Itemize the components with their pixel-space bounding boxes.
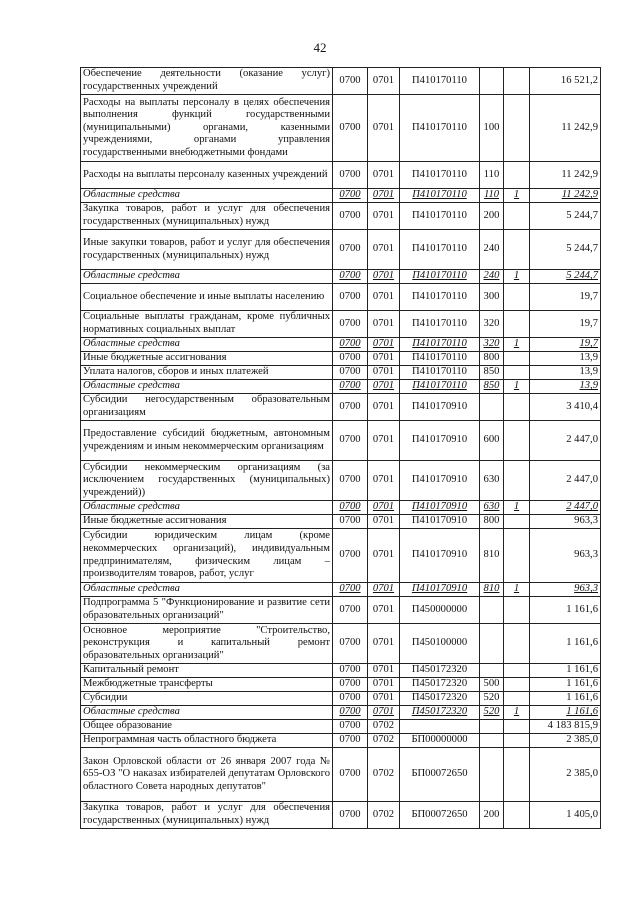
section-code-cell: 0700 bbox=[333, 734, 368, 748]
target-article-cell: П450000000 bbox=[400, 597, 480, 624]
target-article-cell: П410170110 bbox=[400, 338, 480, 352]
subsection-code-cell: 0701 bbox=[368, 162, 400, 189]
section-code-cell: 0700 bbox=[333, 597, 368, 624]
section-code-cell: 0700 bbox=[333, 230, 368, 270]
subsection-code-cell: 0702 bbox=[368, 734, 400, 748]
expense-type-cell: 520 bbox=[480, 692, 504, 706]
funding-source-cell bbox=[504, 802, 530, 829]
expense-name-cell: Субсидии bbox=[81, 692, 333, 706]
table-row bbox=[81, 284, 601, 311]
target-article-cell: П410170110 bbox=[400, 95, 480, 162]
amount-cell: 2 385,0 bbox=[530, 748, 601, 802]
amount-cell: 2 385,0 bbox=[530, 734, 601, 748]
expense-name-cell: Капитальный ремонт bbox=[81, 664, 333, 678]
subsection-code-cell: 0701 bbox=[368, 501, 400, 515]
expense-name-cell: Иные бюджетные ассигнования bbox=[81, 352, 333, 366]
funding-source-cell bbox=[504, 230, 530, 270]
funding-source-cell bbox=[504, 678, 530, 692]
expense-name-cell: Субсидии некоммерческим организациям (за исключением государственных (муниципальных) учреждений)) bbox=[81, 461, 333, 501]
expense-name-cell: Областные средства bbox=[81, 380, 333, 394]
amount-cell: 1 161,6 bbox=[530, 597, 601, 624]
expense-type-cell bbox=[480, 624, 504, 664]
subsection-code-cell: 0701 bbox=[368, 421, 400, 461]
expense-type-cell: 630 bbox=[480, 461, 504, 501]
expense-name-cell: Обеспечение деятельности (оказание услуг) государственных учреждений bbox=[81, 68, 333, 95]
expense-name-cell: Областные средства bbox=[81, 583, 333, 597]
section-code-cell: 0700 bbox=[333, 203, 368, 230]
target-article-cell: П410170910 bbox=[400, 515, 480, 529]
target-article-cell: БП00072650 bbox=[400, 802, 480, 829]
funding-source-cell: 1 bbox=[504, 189, 530, 203]
funding-source-cell: 1 bbox=[504, 501, 530, 515]
section-code-cell: 0700 bbox=[333, 583, 368, 597]
subsection-code-cell: 0701 bbox=[368, 706, 400, 720]
amount-cell: 1 161,6 bbox=[530, 624, 601, 664]
section-code-cell: 0700 bbox=[333, 421, 368, 461]
funding-source-cell bbox=[504, 624, 530, 664]
table-body bbox=[81, 68, 601, 829]
table-row bbox=[81, 162, 601, 189]
amount-cell: 963,3 bbox=[530, 529, 601, 583]
subsection-code-cell: 0701 bbox=[368, 284, 400, 311]
expense-name-cell: Предоставление субсидий бюджетным, автономным учреждениям и иным некоммерческим организациям bbox=[81, 421, 333, 461]
funding-source-cell bbox=[504, 515, 530, 529]
amount-cell: 1 405,0 bbox=[530, 802, 601, 829]
funding-source-cell bbox=[504, 366, 530, 380]
expense-name-cell: Межбюджетные трансферты bbox=[81, 678, 333, 692]
table-row bbox=[81, 802, 601, 829]
expense-type-cell bbox=[480, 68, 504, 95]
amount-cell: 5 244,7 bbox=[530, 203, 601, 230]
subsection-code-cell: 0701 bbox=[368, 515, 400, 529]
target-article-cell: П410170110 bbox=[400, 203, 480, 230]
amount-cell: 16 521,2 bbox=[530, 68, 601, 95]
target-article-cell: П410170110 bbox=[400, 68, 480, 95]
section-code-cell: 0700 bbox=[333, 461, 368, 501]
table-row bbox=[81, 748, 601, 802]
amount-cell: 4 183 815,9 bbox=[530, 720, 601, 734]
table-row bbox=[81, 366, 601, 380]
funding-source-cell bbox=[504, 203, 530, 230]
subsection-code-cell: 0701 bbox=[368, 189, 400, 203]
expense-type-cell: 600 bbox=[480, 421, 504, 461]
table-row bbox=[81, 734, 601, 748]
funding-source-cell: 1 bbox=[504, 380, 530, 394]
section-code-cell: 0700 bbox=[333, 624, 368, 664]
subsection-code-cell: 0701 bbox=[368, 380, 400, 394]
amount-cell: 2 447,0 bbox=[530, 461, 601, 501]
section-code-cell: 0700 bbox=[333, 802, 368, 829]
expense-type-cell: 110 bbox=[480, 189, 504, 203]
expense-type-cell: 810 bbox=[480, 583, 504, 597]
table-row bbox=[81, 421, 601, 461]
table-row bbox=[81, 68, 601, 95]
expense-name-cell: Закупка товаров, работ и услуг для обеспечения государственных (муниципальных) нужд bbox=[81, 203, 333, 230]
expense-type-cell: 200 bbox=[480, 203, 504, 230]
table-row bbox=[81, 270, 601, 284]
table-row bbox=[81, 230, 601, 270]
section-code-cell: 0700 bbox=[333, 515, 368, 529]
section-code-cell: 0700 bbox=[333, 692, 368, 706]
subsection-code-cell: 0702 bbox=[368, 802, 400, 829]
expense-name-cell: Закон Орловской области от 26 января 2007 года № 655-ОЗ "О наказах избирателей депутатам Орловского областного Совета народных депутатов" bbox=[81, 748, 333, 802]
expense-type-cell bbox=[480, 748, 504, 802]
funding-source-cell bbox=[504, 664, 530, 678]
amount-cell: 963,3 bbox=[530, 515, 601, 529]
amount-cell: 11 242,9 bbox=[530, 95, 601, 162]
funding-source-cell bbox=[504, 394, 530, 421]
expense-name-cell: Областные средства bbox=[81, 338, 333, 352]
section-code-cell: 0700 bbox=[333, 501, 368, 515]
section-code-cell: 0700 bbox=[333, 748, 368, 802]
expense-type-cell: 850 bbox=[480, 380, 504, 394]
target-article-cell: П450172320 bbox=[400, 692, 480, 706]
table-row bbox=[81, 515, 601, 529]
section-code-cell: 0700 bbox=[333, 366, 368, 380]
funding-source-cell bbox=[504, 720, 530, 734]
section-code-cell: 0700 bbox=[333, 162, 368, 189]
expense-type-cell bbox=[480, 664, 504, 678]
target-article-cell: П410170110 bbox=[400, 380, 480, 394]
amount-cell: 19,7 bbox=[530, 338, 601, 352]
subsection-code-cell: 0701 bbox=[368, 311, 400, 338]
expense-type-cell: 240 bbox=[480, 230, 504, 270]
expense-type-cell: 800 bbox=[480, 352, 504, 366]
subsection-code-cell: 0702 bbox=[368, 720, 400, 734]
target-article-cell: П410170910 bbox=[400, 461, 480, 501]
amount-cell: 11 242,9 bbox=[530, 189, 601, 203]
target-article-cell: П410170110 bbox=[400, 270, 480, 284]
subsection-code-cell: 0701 bbox=[368, 270, 400, 284]
expense-type-cell: 320 bbox=[480, 338, 504, 352]
section-code-cell: 0700 bbox=[333, 311, 368, 338]
section-code-cell: 0700 bbox=[333, 394, 368, 421]
target-article-cell: П410170110 bbox=[400, 366, 480, 380]
expense-name-cell: Социальное обеспечение и иные выплаты населению bbox=[81, 284, 333, 311]
section-code-cell: 0700 bbox=[333, 68, 368, 95]
section-code-cell: 0700 bbox=[333, 664, 368, 678]
table-row bbox=[81, 461, 601, 501]
funding-source-cell: 1 bbox=[504, 338, 530, 352]
amount-cell: 1 161,6 bbox=[530, 664, 601, 678]
amount-cell: 19,7 bbox=[530, 284, 601, 311]
amount-cell: 3 410,4 bbox=[530, 394, 601, 421]
amount-cell: 19,7 bbox=[530, 311, 601, 338]
table-row bbox=[81, 678, 601, 692]
table-row bbox=[81, 501, 601, 515]
amount-cell: 963,3 bbox=[530, 583, 601, 597]
expense-type-cell: 850 bbox=[480, 366, 504, 380]
subsection-code-cell: 0701 bbox=[368, 529, 400, 583]
table-row bbox=[81, 311, 601, 338]
funding-source-cell: 1 bbox=[504, 583, 530, 597]
expense-type-cell: 320 bbox=[480, 311, 504, 338]
expense-name-cell: Социальные выплаты гражданам, кроме публичных нормативных социальных выплат bbox=[81, 311, 333, 338]
funding-source-cell bbox=[504, 311, 530, 338]
budget-table bbox=[80, 67, 601, 829]
target-article-cell: П410170110 bbox=[400, 352, 480, 366]
expense-type-cell: 520 bbox=[480, 706, 504, 720]
amount-cell: 5 244,7 bbox=[530, 270, 601, 284]
section-code-cell: 0700 bbox=[333, 352, 368, 366]
target-article-cell: БП00000000 bbox=[400, 734, 480, 748]
table-row bbox=[81, 597, 601, 624]
table-row bbox=[81, 95, 601, 162]
subsection-code-cell: 0701 bbox=[368, 366, 400, 380]
section-code-cell: 0700 bbox=[333, 270, 368, 284]
subsection-code-cell: 0702 bbox=[368, 748, 400, 802]
expense-name-cell: Расходы на выплаты персоналу казенных учреждений bbox=[81, 162, 333, 189]
table-row bbox=[81, 706, 601, 720]
target-article-cell: П410170910 bbox=[400, 394, 480, 421]
subsection-code-cell: 0701 bbox=[368, 664, 400, 678]
funding-source-cell bbox=[504, 529, 530, 583]
expense-name-cell: Уплата налогов, сборов и иных платежей bbox=[81, 366, 333, 380]
table-row bbox=[81, 380, 601, 394]
section-code-cell: 0700 bbox=[333, 284, 368, 311]
subsection-code-cell: 0701 bbox=[368, 678, 400, 692]
expense-type-cell bbox=[480, 394, 504, 421]
expense-type-cell: 240 bbox=[480, 270, 504, 284]
funding-source-cell bbox=[504, 734, 530, 748]
expense-type-cell bbox=[480, 720, 504, 734]
funding-source-cell bbox=[504, 748, 530, 802]
expense-type-cell: 110 bbox=[480, 162, 504, 189]
expense-name-cell: Иные бюджетные ассигнования bbox=[81, 515, 333, 529]
table-row bbox=[81, 352, 601, 366]
expense-type-cell: 300 bbox=[480, 284, 504, 311]
expense-name-cell: Субсидии юридическим лицам (кроме некоммерческих организаций), индивидуальным предпринимателям, физическим лицам – производителям товаров, работ, услуг bbox=[81, 529, 333, 583]
expense-type-cell bbox=[480, 734, 504, 748]
expense-type-cell: 200 bbox=[480, 802, 504, 829]
table-row bbox=[81, 624, 601, 664]
expense-name-cell: Областные средства bbox=[81, 270, 333, 284]
expense-name-cell: Расходы на выплаты персоналу в целях обеспечения выполнения функций государственными (муниципальными) органами, казенными учреждениями, органами управления государственными внебюджетными фондами bbox=[81, 95, 333, 162]
target-article-cell: БП00072650 bbox=[400, 748, 480, 802]
amount-cell: 13,9 bbox=[530, 366, 601, 380]
expense-type-cell: 100 bbox=[480, 95, 504, 162]
target-article-cell: П410170110 bbox=[400, 230, 480, 270]
amount-cell: 1 161,6 bbox=[530, 706, 601, 720]
funding-source-cell bbox=[504, 162, 530, 189]
table-row bbox=[81, 692, 601, 706]
subsection-code-cell: 0701 bbox=[368, 203, 400, 230]
amount-cell: 11 242,9 bbox=[530, 162, 601, 189]
funding-source-cell bbox=[504, 68, 530, 95]
amount-cell: 1 161,6 bbox=[530, 692, 601, 706]
target-article-cell: П450172320 bbox=[400, 706, 480, 720]
expense-name-cell: Областные средства bbox=[81, 501, 333, 515]
subsection-code-cell: 0701 bbox=[368, 230, 400, 270]
table-row bbox=[81, 583, 601, 597]
expense-name-cell: Общее образование bbox=[81, 720, 333, 734]
funding-source-cell bbox=[504, 284, 530, 311]
section-code-cell: 0700 bbox=[333, 706, 368, 720]
expense-name-cell: Иные закупки товаров, работ и услуг для обеспечения государственных (муниципальных) нужд bbox=[81, 230, 333, 270]
expense-type-cell: 500 bbox=[480, 678, 504, 692]
target-article-cell: П410170110 bbox=[400, 311, 480, 338]
amount-cell: 5 244,7 bbox=[530, 230, 601, 270]
expense-name-cell: Областные средства bbox=[81, 706, 333, 720]
section-code-cell: 0700 bbox=[333, 529, 368, 583]
table-row bbox=[81, 529, 601, 583]
subsection-code-cell: 0701 bbox=[368, 597, 400, 624]
funding-source-cell: 1 bbox=[504, 270, 530, 284]
funding-source-cell bbox=[504, 95, 530, 162]
target-article-cell: П410170110 bbox=[400, 284, 480, 311]
subsection-code-cell: 0701 bbox=[368, 352, 400, 366]
funding-source-cell bbox=[504, 461, 530, 501]
section-code-cell: 0700 bbox=[333, 678, 368, 692]
subsection-code-cell: 0701 bbox=[368, 338, 400, 352]
subsection-code-cell: 0701 bbox=[368, 95, 400, 162]
funding-source-cell bbox=[504, 692, 530, 706]
amount-cell: 1 161,6 bbox=[530, 678, 601, 692]
expense-type-cell: 630 bbox=[480, 501, 504, 515]
section-code-cell: 0700 bbox=[333, 95, 368, 162]
expense-type-cell: 810 bbox=[480, 529, 504, 583]
table-row bbox=[81, 394, 601, 421]
table-row bbox=[81, 720, 601, 734]
subsection-code-cell: 0701 bbox=[368, 461, 400, 501]
table-row bbox=[81, 664, 601, 678]
subsection-code-cell: 0701 bbox=[368, 624, 400, 664]
subsection-code-cell: 0701 bbox=[368, 394, 400, 421]
section-code-cell: 0700 bbox=[333, 720, 368, 734]
target-article-cell: П450172320 bbox=[400, 678, 480, 692]
expense-name-cell: Непрограммная часть областного бюджета bbox=[81, 734, 333, 748]
expense-name-cell: Субсидии негосударственным образовательным организациям bbox=[81, 394, 333, 421]
table-row bbox=[81, 203, 601, 230]
target-article-cell: П450100000 bbox=[400, 624, 480, 664]
funding-source-cell bbox=[504, 352, 530, 366]
target-article-cell: П410170910 bbox=[400, 421, 480, 461]
section-code-cell: 0700 bbox=[333, 380, 368, 394]
section-code-cell: 0700 bbox=[333, 189, 368, 203]
subsection-code-cell: 0701 bbox=[368, 68, 400, 95]
target-article-cell: П410170910 bbox=[400, 583, 480, 597]
amount-cell: 2 447,0 bbox=[530, 421, 601, 461]
expense-type-cell: 800 bbox=[480, 515, 504, 529]
amount-cell: 2 447,0 bbox=[530, 501, 601, 515]
target-article-cell: П410170110 bbox=[400, 189, 480, 203]
target-article-cell: П410170910 bbox=[400, 529, 480, 583]
expense-name-cell: Основное мероприятие "Строительство, реконструкция и капитальный ремонт образовательных организаций" bbox=[81, 624, 333, 664]
funding-source-cell bbox=[504, 597, 530, 624]
target-article-cell: П410170910 bbox=[400, 501, 480, 515]
funding-source-cell: 1 bbox=[504, 706, 530, 720]
target-article-cell: П410170110 bbox=[400, 162, 480, 189]
expense-name-cell: Областные средства bbox=[81, 189, 333, 203]
target-article-cell bbox=[400, 720, 480, 734]
amount-cell: 13,9 bbox=[530, 352, 601, 366]
table-row bbox=[81, 189, 601, 203]
section-code-cell: 0700 bbox=[333, 338, 368, 352]
subsection-code-cell: 0701 bbox=[368, 692, 400, 706]
expense-name-cell: Подпрограмма 5 "Функционирование и развитие сети образовательных организаций" bbox=[81, 597, 333, 624]
page-number: 42 bbox=[313, 40, 327, 55]
subsection-code-cell: 0701 bbox=[368, 583, 400, 597]
target-article-cell: П450172320 bbox=[400, 664, 480, 678]
funding-source-cell bbox=[504, 421, 530, 461]
table-row bbox=[81, 338, 601, 352]
expense-name-cell: Закупка товаров, работ и услуг для обеспечения государственных (муниципальных) нужд bbox=[81, 802, 333, 829]
expense-type-cell bbox=[480, 597, 504, 624]
amount-cell: 13,9 bbox=[530, 380, 601, 394]
